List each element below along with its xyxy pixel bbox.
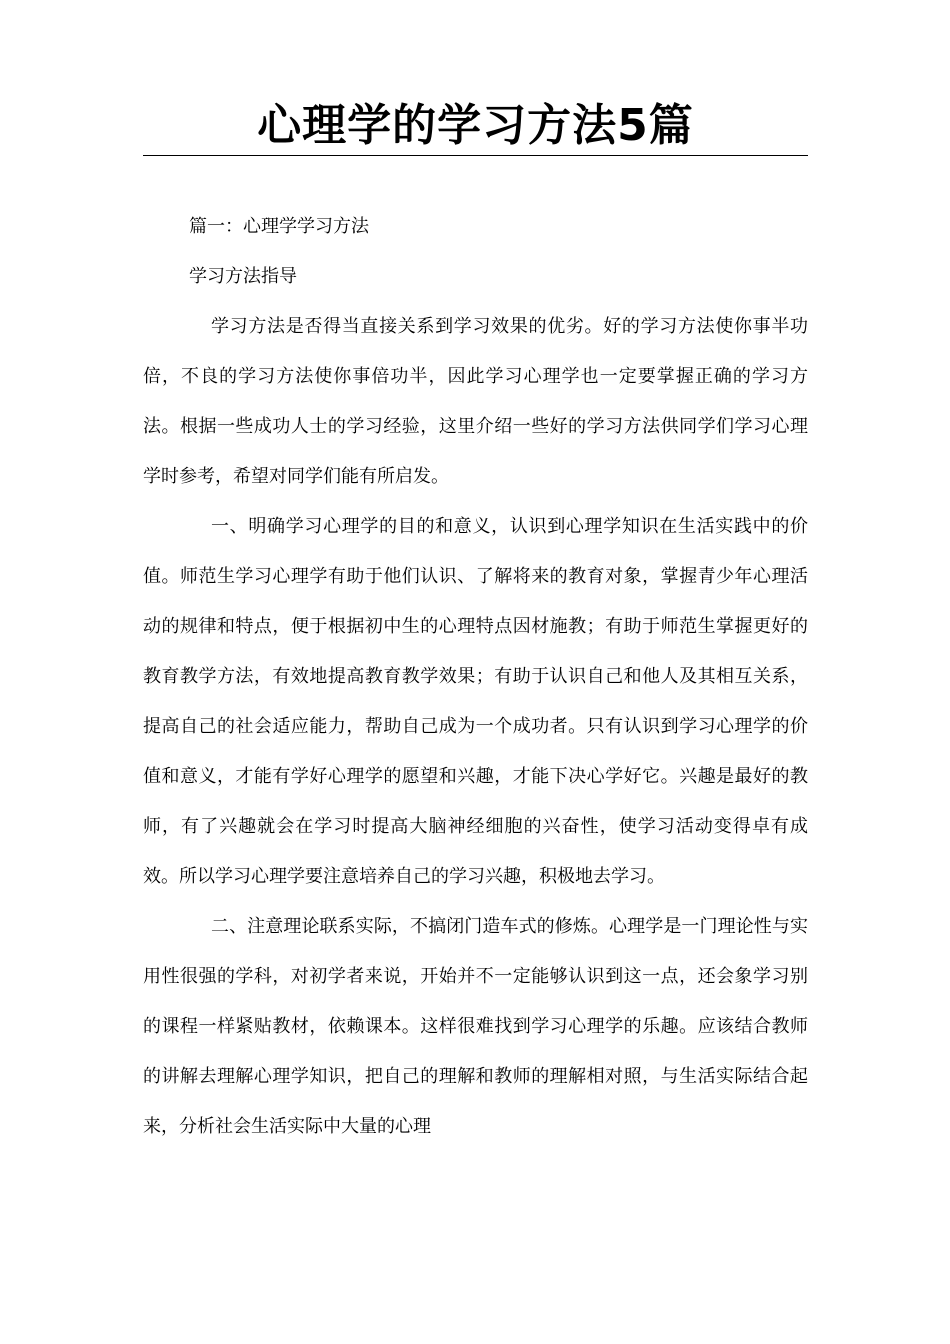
title-underline xyxy=(143,155,808,156)
paragraph-point-two: 二、注意理论联系实际，不搞闭门造车式的修炼。心理学是一门理论性与实用性很强的学科，对初学者来说，开始并不一定能够认识到这一点，还会象学习别的课程一样紧贴教材，依赖课本。这样很难找到学习心理学的乐趣。应该结合教师的讲解去理解心理学知识，把自己的理解和教师的理解相对照，与生活实际结合起来，分析社会生活实际中大量的心理 xyxy=(143,916,808,1137)
document-body xyxy=(143,202,808,1152)
section-heading: 篇一：心理学学习方法 xyxy=(189,216,369,237)
paragraph-point-one: 一、明确学习心理学的目的和意义，认识到心理学知识在生活实践中的价值。师范生学习心理学有助于他们认识、了解将来的教育对象，掌握青少年心理活动的规律和特点，便于根据初中生的心理特点因材施教；有助于师范生掌握更好的教育教学方法，有效地提高教育教学效果；有助于认识自己和他人及其相互关系，提高自己的社会适应能力，帮助自己成为一个成功者。只有认识到学习心理学的价值和意义，才能有学好心理学的愿望和兴趣，才能下决心学好它。兴趣是最好的教师，有了兴趣就会在学习时提高大脑神经细胞的兴奋性，使学习活动变得卓有成效。所以学习心理学要注意培养自己的学习兴趣，积极地去学习。 xyxy=(143,516,808,887)
paragraph-intro: 学习方法是否得当直接关系到学习效果的优劣。好的学习方法使你事半功倍，不良的学习方法使你事倍功半，因此学习心理学也一定要掌握正确的学习方法。根据一些成功人士的学习经验，这里介绍一些好的学习方法供同学们学习心理学时参考，希望对同学们能有所启发。 xyxy=(143,316,808,487)
sub-heading: 学习方法指导 xyxy=(189,266,297,287)
document-title: 心理学的学习方法5篇 xyxy=(257,100,694,151)
